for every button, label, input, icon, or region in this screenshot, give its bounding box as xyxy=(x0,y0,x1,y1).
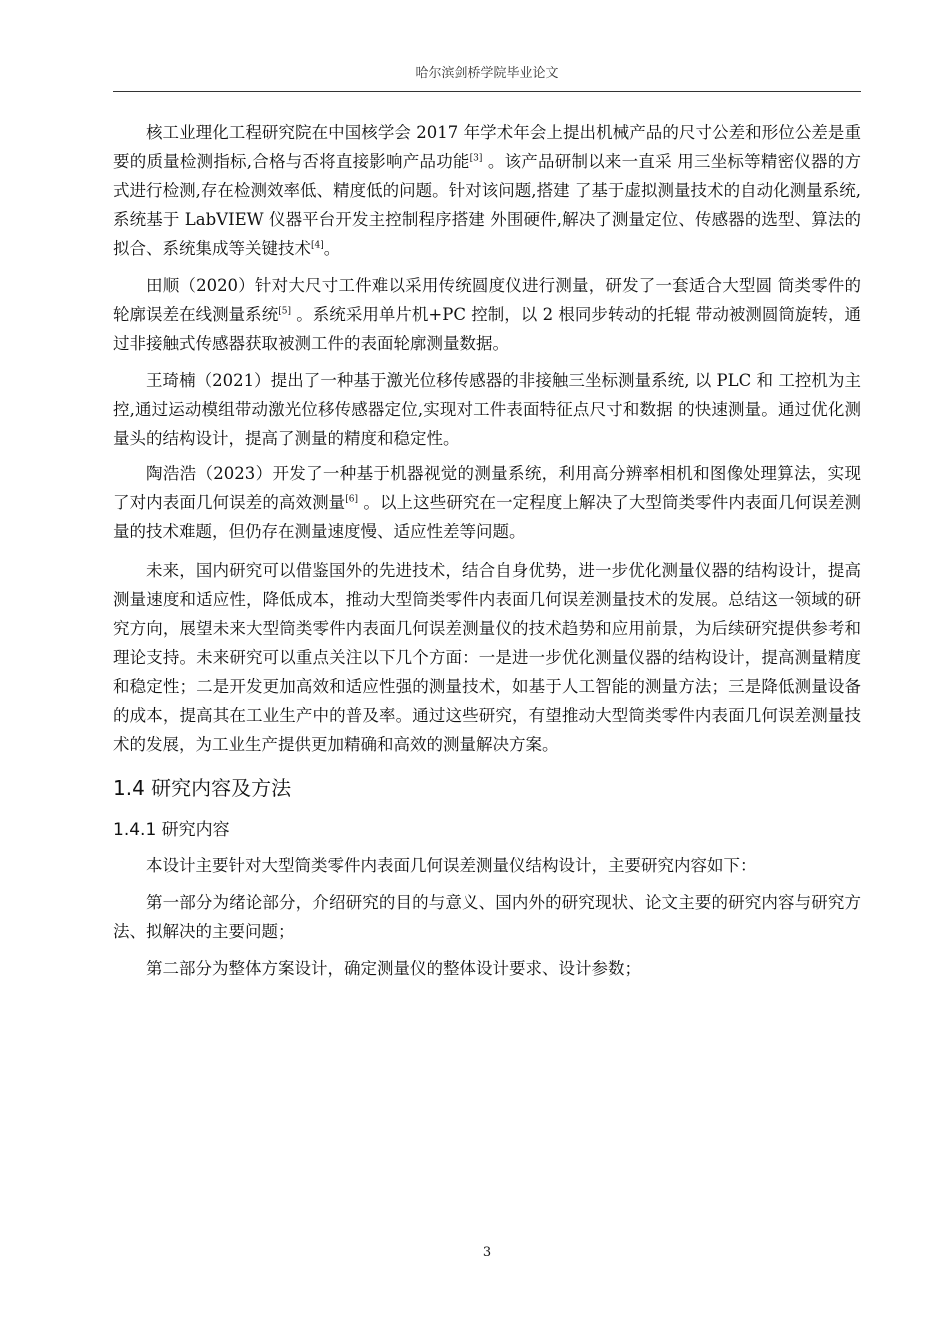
paragraph-1: 核工业理化工程研究院在中国核学会 2017 年学术年会上提出机械产品的尺寸公差和形位公差是重要的质量检测指标,合格与否将直接影响产品功能[3] 。该产品研制以来一直采 用三坐标等精密仪器的方式进行检测,存在检测效率低、精度低的问题。针对该问题,搭建 了基于虚拟测量技术的自动化测量系统,系统基于 LabVIEW 仪器平台开发主控制程序搭建 外围硬件,解决了测量定位、传感器的选型、算法的拟合、系统集成等关键技术[4]。 xyxy=(113,123,861,258)
subsection-heading: 1.4.1 研究内容 xyxy=(113,820,230,840)
paragraph-4: 陶浩浩（2023）开发了一种基于机器视觉的测量系统，利用高分辨率相机和图像处理算法，实现了对内表面几何误差的高效测量[6] 。以上这些研究在一定程度上解决了大型筒类零件内表面几何误差测量的技术难题，但仍存在测量速度慢、适应性差等问题。 xyxy=(113,464,862,541)
paragraph-5: 未来，国内研究可以借鉴国外的先进技术，结合自身优势，进一步优化测量仪器的结构设计，提高测量速度和适应性，降低成本，推动大型筒类零件内表面几何误差测量技术的发展。总结这一领域的研究方向，展望未来大型筒类零件内表面几何误差测量仪的技术趋势和应用前景，为后续研究提供参考和理论支持。未来研究可以重点关注以下几个方面：一是进一步优化测量仪器的结构设计，提高测量精度和稳定性；二是开发更加高效和适应性强的测量技术，如基于人工智能的测量方法；三是降低测量设备的成本，提高其在工业生产中的普及率。通过这些研究，有望推动大型筒类零件内表面几何误差测量技术的发展，为工业生产提供更加精确和高效的测量解决方案。 xyxy=(113,561,861,754)
citation-6: [6] xyxy=(345,494,359,505)
citation-5: [5] xyxy=(278,306,291,317)
paragraph-3: 王琦楠（2021）提出了一种基于激光位移传感器的非接触三坐标测量系统, 以 PLC 和 工控机为主控,通过运动模组带动激光位移传感器定位,实现对工件表面特征点尺寸和数据 的快速测量。通过优化测量头的结构设计，提高了测量的精度和稳定性。 xyxy=(113,371,861,448)
content-paragraph-3: 第二部分为整体方案设计，确定测量仪的整体设计要求、设计参数； xyxy=(146,959,641,978)
citation-3: [3] xyxy=(469,153,483,164)
section-heading: 1.4 研究内容及方法 xyxy=(113,776,292,800)
paragraph-2: 田顺（2020）针对大尺寸工件难以采用传统圆度仪进行测量，研发了一套适合大型圆 筒类零件的轮廓误差在线测量系统[5] 。系统采用单片机+PC 控制，以 2 根同步转动的托辊 带动被测圆筒旋转，通过非接触式传感器获取被测工件的表面轮廓测量数据。 xyxy=(113,276,862,353)
header-divider xyxy=(113,91,861,92)
page-header: 哈尔滨剑桥学院毕业论文 xyxy=(415,66,559,81)
page-body xyxy=(113,118,861,983)
page-number: 3 xyxy=(482,1245,492,1260)
content-paragraph-1: 本设计主要针对大型筒类零件内表面几何误差测量仪结构设计，主要研究内容如下： xyxy=(146,856,757,875)
content-paragraph-2: 第一部分为绪论部分，介绍研究的目的与意义、国内外的研究现状、论文主要的研究内容与研究方法、拟解决的主要问题； xyxy=(113,893,861,941)
citation-4: [4] xyxy=(311,240,324,251)
